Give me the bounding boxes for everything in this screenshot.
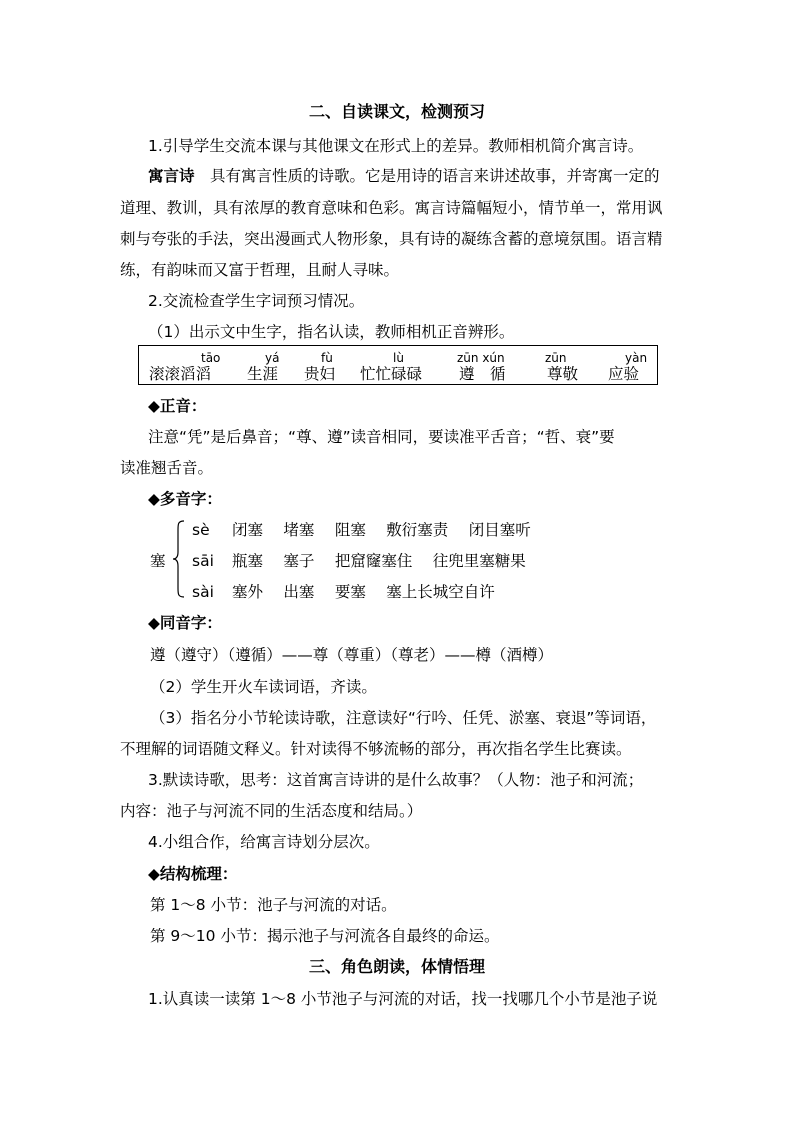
- definition-line-1: [148, 166, 660, 186]
- word-guntao: 滚滚滔滔: [149, 365, 212, 383]
- definition-line-2: 道理、教训，具有浓厚的教育意味和色彩。寓言诗篇幅短小，情节单一，常用讽: [120, 199, 663, 217]
- tongyinzi-heading: ◆同音字：: [148, 614, 222, 632]
- paragraph-2-3-line-1: （3）指名分小节轮读诗歌，注意读好“行吟、任凭、淤塞、衰退”等词语，: [150, 709, 657, 727]
- word-shengya: 生涯: [247, 365, 279, 383]
- pinyin-ya: yá: [265, 351, 280, 365]
- section2-title: 二、自读课文，检测预习: [308, 102, 485, 121]
- structure-line-2: 第 9～10 小节：揭示池子与河流各自最终的命运。: [150, 927, 500, 945]
- pinyin-zunxun: zūn xún: [457, 351, 505, 365]
- pinyin-lu: lù: [393, 351, 404, 365]
- pinyin-yan: yàn: [625, 351, 648, 365]
- structure-heading: ◆结构梳理：: [148, 865, 238, 883]
- word-mangmanglulu: 忙忙碌碌: [360, 365, 423, 383]
- paragraph-3-line-1: 3.默读诗歌，思考：这首寓言诗讲的是什么故事？（人物：池子和河流；: [148, 771, 644, 789]
- paragraph-2-1: （1）出示文中生字，指名认读，教师相机正音辨形。: [148, 323, 515, 341]
- brace-icon: [172, 520, 186, 598]
- zhengyin-heading: ◆正音：: [148, 397, 207, 415]
- tongyinzi-line: 遵（遵守）（遵循）——尊（尊重）（尊老）——樽（酒樽）: [150, 646, 554, 664]
- polyphone-char: 塞: [150, 552, 166, 570]
- structure-line-1: 第 1～8 小节：池子与河流的对话。: [150, 896, 397, 914]
- pinyin-sai4: sài: [192, 583, 214, 601]
- words-se: 闭塞 堵塞 阻塞 敷衍塞责 闭目塞听: [232, 521, 531, 539]
- new-words-box: [138, 345, 658, 385]
- pinyin-sai1: sāi: [192, 552, 214, 570]
- paragraph-4: 4.小组合作，给寓言诗划分层次。: [148, 833, 380, 851]
- section3-title: 三、角色朗读，体情悟理: [308, 957, 485, 976]
- zhengyin-line-2: 读准翘舌音。: [120, 459, 214, 477]
- pinyin-tao: tāo: [201, 351, 221, 365]
- paragraph-2: 2.交流检查学生字词预习情况。: [148, 292, 365, 310]
- word-zunjing: 尊敬: [547, 365, 579, 383]
- definition-term: 寓言诗: [148, 167, 195, 185]
- paragraph-2-3-line-2: 不理解的词语随文释义。针对读得不够流畅的部分，再次指名学生比赛读。: [120, 740, 632, 758]
- polyphone-row-se: [192, 520, 531, 540]
- word-guifu: 贵妇: [304, 365, 336, 383]
- paragraph-3-line-2: 内容：池子与河流不同的生活态度和结局。）: [120, 802, 423, 820]
- paragraph-1: 1.引导学生交流本课与其他课文在形式上的差异。教师相机简介寓言诗。: [148, 137, 644, 155]
- zhengyin-line-1: 注意“凭”是后鼻音；“尊、遵”读音相同，要读准平舌音；“哲、衰”要: [148, 428, 615, 446]
- duoyinzi-heading: ◆多音字：: [148, 490, 222, 508]
- section3-paragraph-1: 1.认真读一读第 1～8 小节池子与河流的对话，找一找哪几个小节是池子说: [148, 990, 658, 1008]
- words-sai1: 瓶塞 塞子 把窟窿塞住 往兜里塞糖果: [232, 552, 526, 570]
- definition-line-3: 刺与夸张的手法，突出漫画式人物形象，具有诗的凝练含蓄的意境氛围。语言精: [120, 230, 663, 248]
- definition-line-4: 练，有韵味而又富于哲理，且耐人寻味。: [120, 261, 400, 279]
- definition-text: 具有寓言性质的诗歌。它是用诗的语言来讲述故事，并寄寓一定的: [210, 167, 660, 185]
- paragraph-2-2: （2）学生开火车读词语，齐读。: [150, 678, 377, 696]
- polyphone-row-sai4: [192, 582, 495, 602]
- word-zunxun: 遵 循: [459, 365, 506, 383]
- pinyin-zun: zūn: [545, 351, 567, 365]
- words-sai4: 塞外 出塞 要塞 塞上长城空自许: [232, 583, 495, 601]
- pinyin-fu: fù: [321, 351, 333, 365]
- polyphone-row-sai1: [192, 551, 526, 571]
- pinyin-se: sè: [192, 521, 210, 539]
- word-yingyan: 应验: [608, 365, 640, 383]
